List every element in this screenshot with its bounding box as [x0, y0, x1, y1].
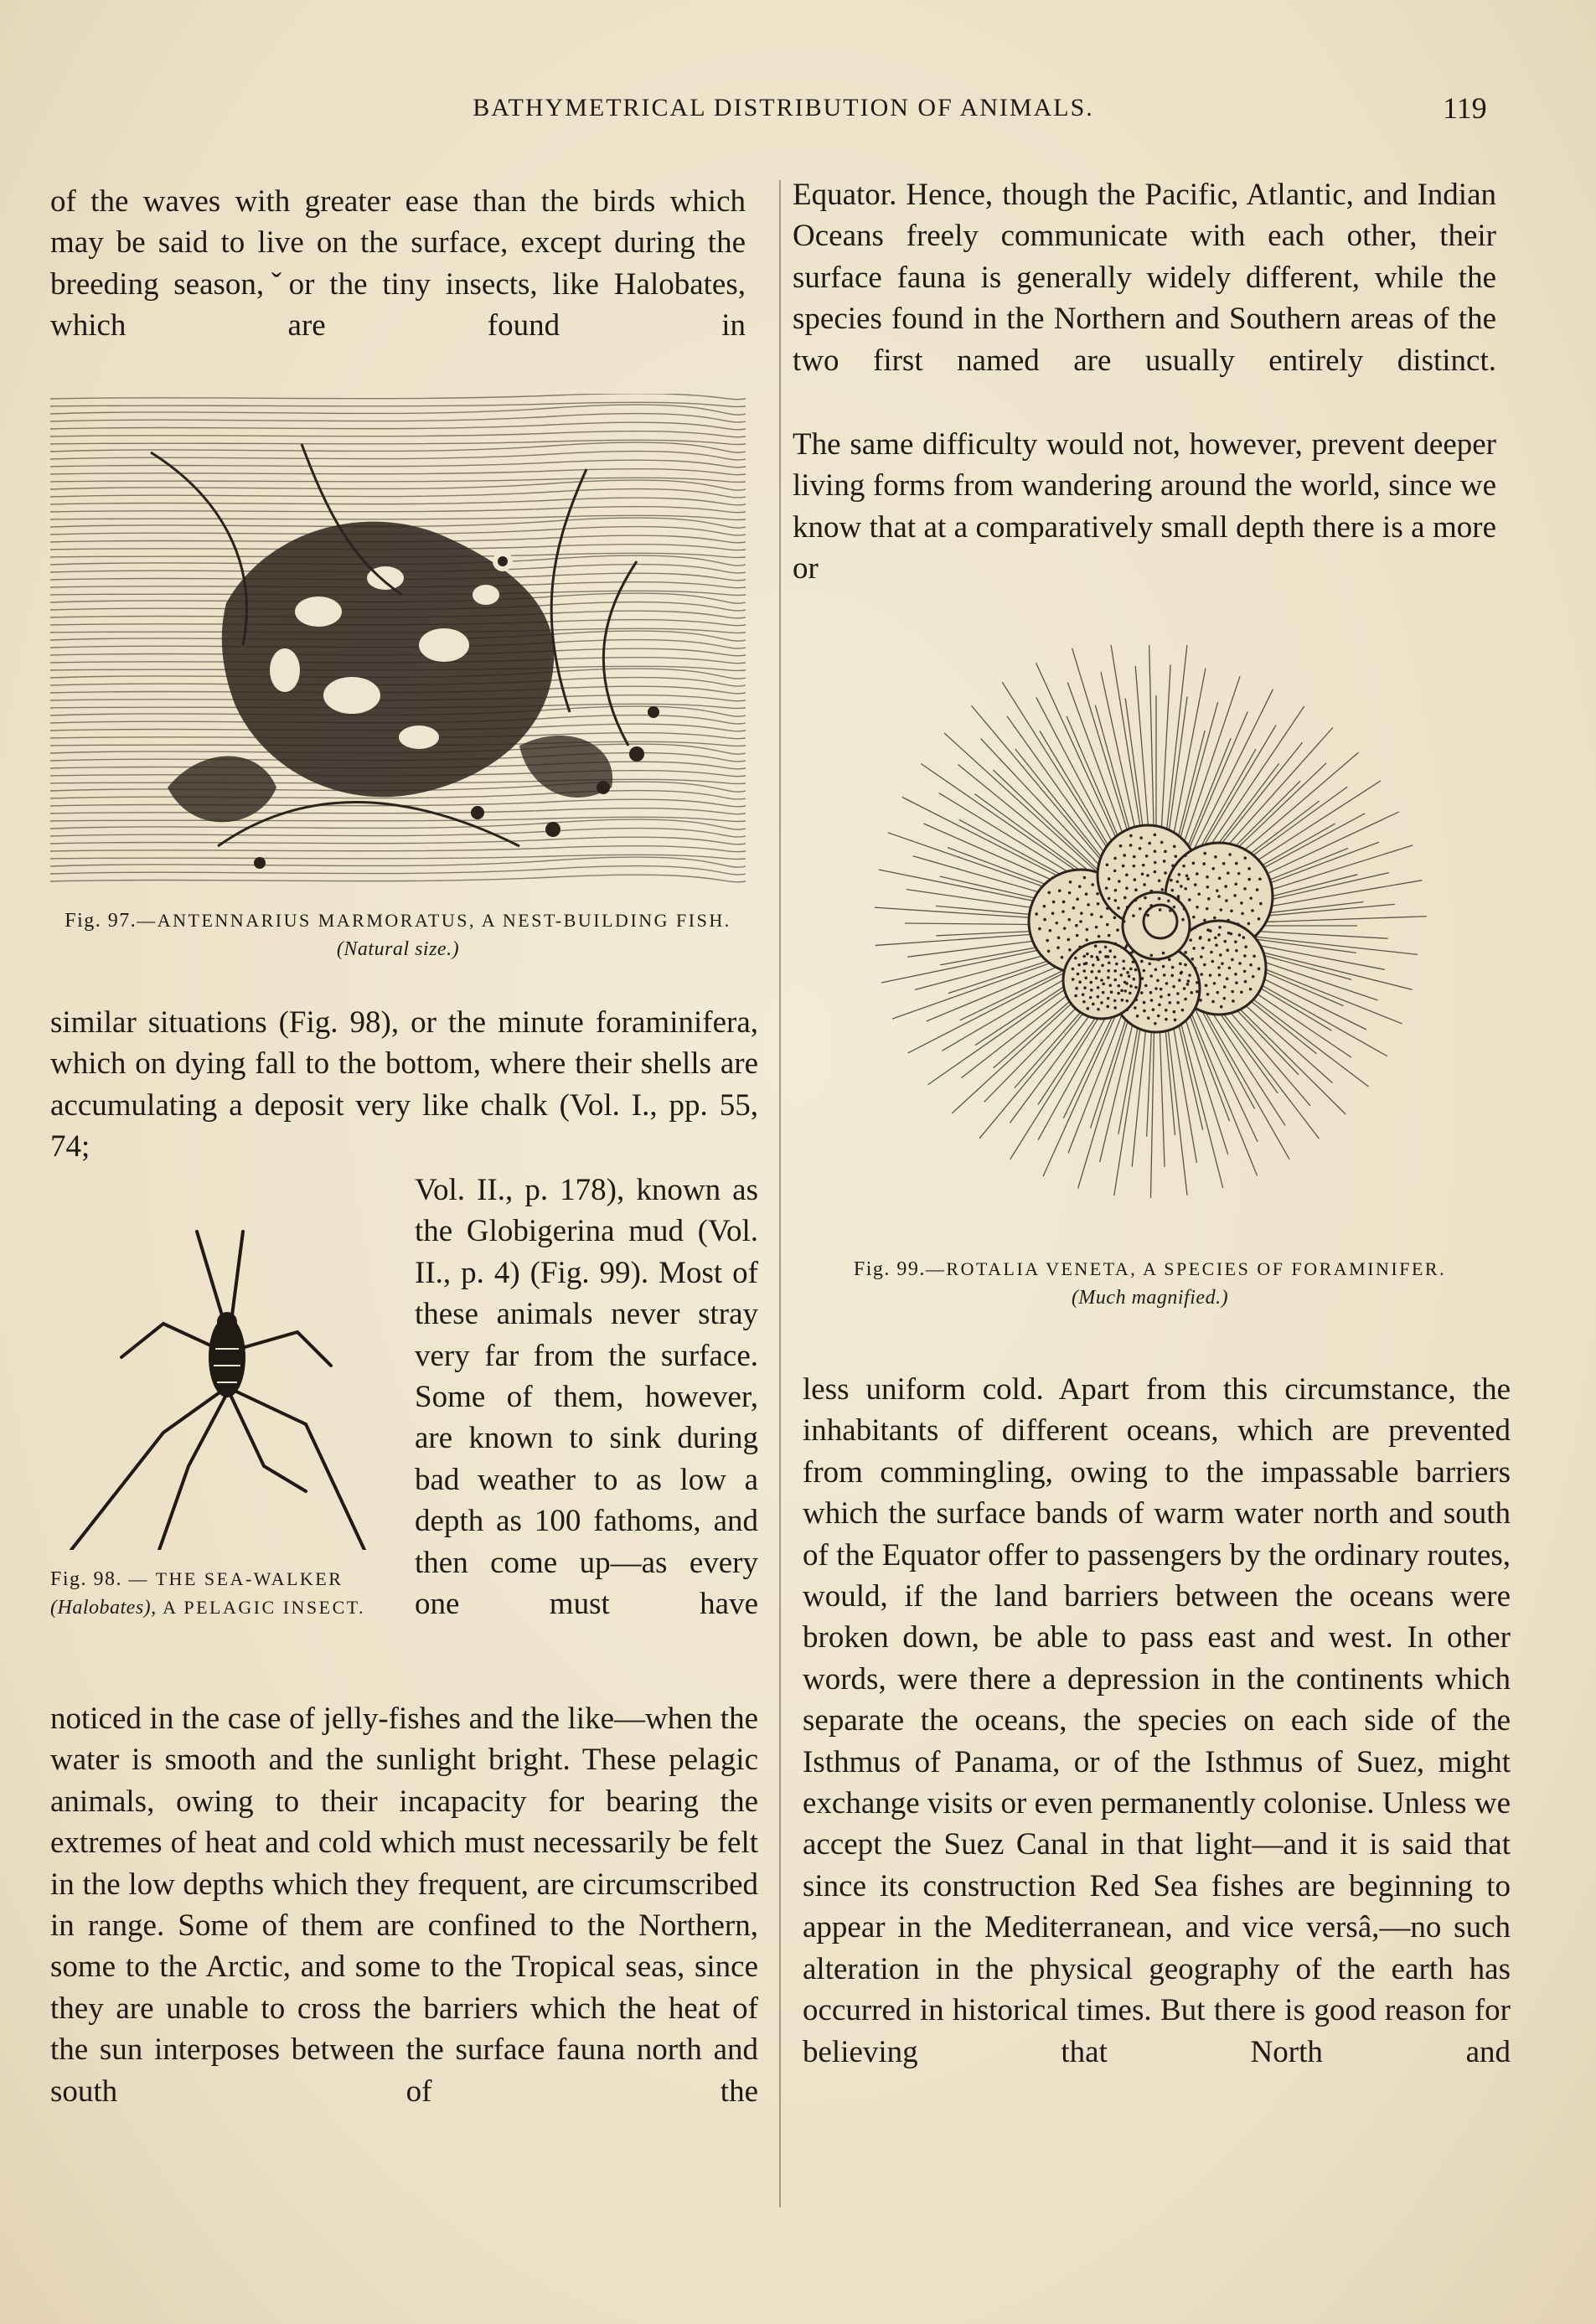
fig99-note: (Much magnified.): [1071, 1287, 1229, 1309]
left-paragraph-2: similar situations (Fig. 98), or the minute foraminifera, which on dying fall to the bottom, where their shells are accumulating a deposit very like chalk (Vol. I., pp. 55, 74;: [50, 1005, 758, 1165]
fig98-insect-illustration: [54, 1215, 390, 1550]
fig98-title: — THE SEA-WALKER: [128, 1568, 343, 1589]
fig97-title: —ANTENNARIUS MARMORATUS, A NEST-BUILDING FISH.: [137, 910, 731, 931]
fig98-label: Fig. 98.: [50, 1568, 123, 1590]
page-number: 119: [1443, 91, 1487, 125]
right-paragraph-2: The same difficulty would not, however, prevent deeper living forms from wandering around the world, since we know that at a comparatively small depth there is a more or: [793, 427, 1496, 586]
fig99-title: —ROTALIA VENETA, A SPECIES OF FORAMINIFER.: [925, 1258, 1447, 1279]
left-paragraph-4: noticed in the case of jelly-fishes and the like—when the water is smooth and the sunlight bright. These pelagic animals, owing to their incapacity for bearing the extremes of heat and cold which must necessarily be felt in the low depths which they frequent, are circumscribed in range. Some of them are confined to the Northern, some to the Arctic, and some to the Tropical seas, since they are unable to cross the barriers which the heat of the sun interposes between the surface fauna north and south of the: [50, 1702, 758, 2109]
fig99-label: Fig. 99.: [853, 1258, 926, 1280]
fig99-foraminifer-illustration: [825, 645, 1479, 1232]
right-paragraph-3: less uniform cold. Apart from this circumstance, the inhabitants of different oceans, which are prevented from commingling, owing to the impassable barriers which the surface bands of warm water north and south of the Equator offer to passengers by the ordinary routes, would, if the land barriers between the oceans were broken down, be able to pass east and west. In other words, were there a depression in the continents which separate the oceans, the species on each side of the Isthmus of Panama, or of the Isthmus of Suez, might exchange visits or even permanently colonise. Unless we accept the Suez Canal in that light—and it is said that since its construction Red Sea fishes are beginning to appear in the Mediterranean, and vice versâ,—no such alteration in the physical geography of the earth has occurred in historical times. But there is good reason for believing that North and: [803, 1372, 1511, 2069]
running-head: BATHYMETRICAL DISTRIBUTION OF ANIMALS.: [473, 94, 1094, 121]
left-paragraph-3: Vol. II., p. 178), known as the Globigerina mud (Vol. II., p. 4) (Fig. 99). Most of these animals never stray very far from the surface. Some of them, however, are known to sink during bad weather to as low a depth as 100 fathoms, and then come up—as every one must have: [415, 1173, 758, 1622]
fig97-fish-illustration: [50, 394, 746, 888]
fig97-note: (Natural size.): [336, 938, 460, 960]
fig98-suffix: A PELAGIC INSECT.: [163, 1597, 366, 1618]
fig98-caption: [50, 1565, 385, 1622]
fig97-label: Fig. 97.: [65, 910, 137, 932]
left-paragraph-1: of the waves with greater ease than the birds which may be said to live on the surface, except during the breeding season,ˇor the tiny insects, like Halobates, which are found in: [50, 184, 746, 343]
fig99-caption: [796, 1255, 1504, 1312]
right-paragraph-1: Equator. Hence, though the Pacific, Atlantic, and Indian Oceans freely communicate with each other, their surface fauna is generally widely different, while the species found in the Northern and Southern areas of the two first named are usually entirely distinct.: [793, 178, 1496, 378]
fig98-genus: (Halobates),: [50, 1597, 157, 1619]
fig97-caption: [50, 906, 746, 963]
column-divider: [779, 180, 781, 2208]
